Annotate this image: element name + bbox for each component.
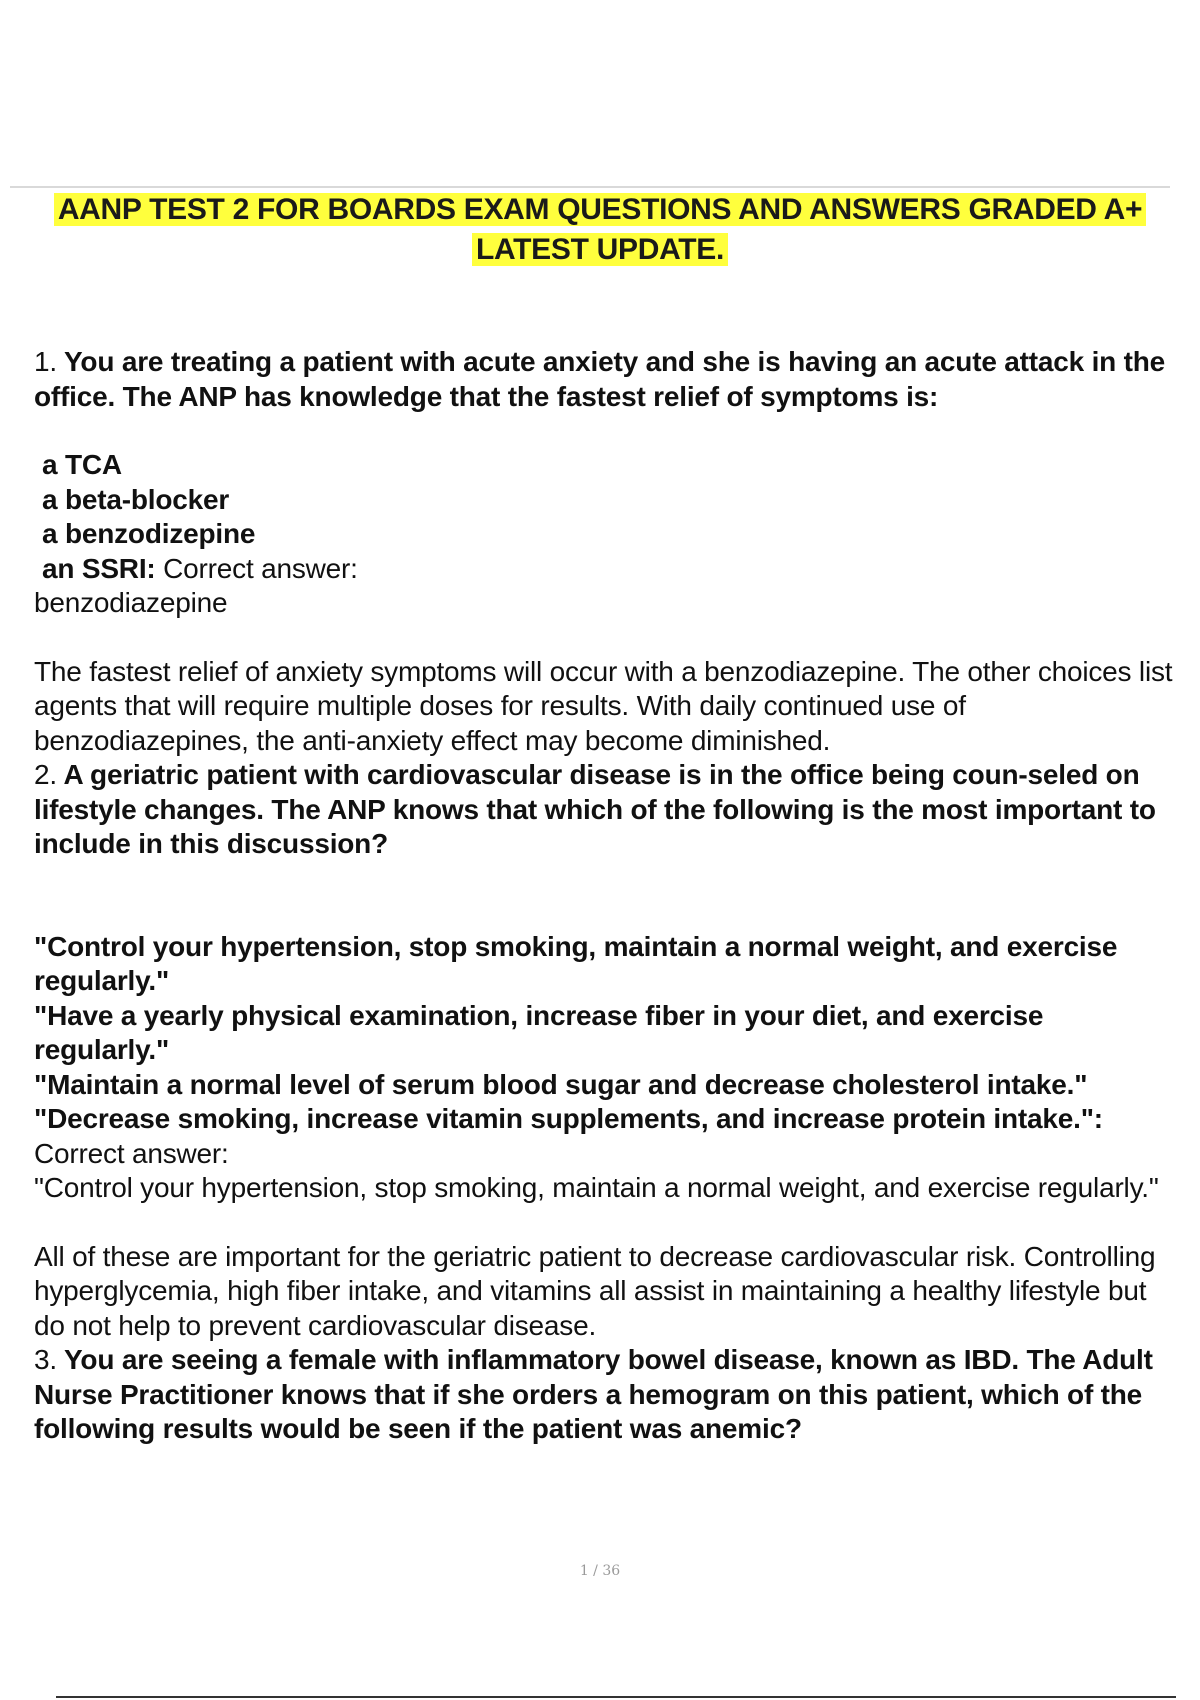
title-line-2: LATEST UPDATE. (472, 233, 728, 266)
question-2 (34, 758, 1174, 862)
question-1-text: You are treating a patient with acute anxiety and she is having an acute attack in the office. The ANP has knowledge that the fastest relief of symptoms is: (34, 346, 1166, 412)
question-1-option-d-text: an SSRI: (42, 552, 156, 584)
question-2-number: 2. (34, 759, 57, 790)
question-2-answer: "Control your hypertension, stop smoking, maintain a normal weight, and exercise regularly." (34, 1172, 1159, 1203)
question-2-answer-label: Correct answer: (34, 1137, 229, 1169)
question-2-option-a: "Control your hypertension, stop smoking, maintain a normal weight, and exercise regularly." (34, 930, 1118, 996)
question-2-option-c: "Maintain a normal level of serum blood sugar and decrease cholesterol intake." (34, 1068, 1088, 1100)
question-1 (34, 345, 1174, 414)
question-3-text: You are seeing a female with inflammatory bowel disease, known as IBD. The Adult Nurse Practitioner knows that if she orders a hemogram on this patient, which of the following results would be seen if the patient was anemic? (34, 1344, 1153, 1444)
document-body (34, 345, 1174, 1447)
title-line-1: AANP TEST 2 FOR BOARDS EXAM QUESTIONS AND ANSWERS GRADED A+ (54, 193, 1146, 226)
question-1-option-a: a TCA (42, 449, 122, 480)
question-3-number: 3. (34, 1344, 57, 1375)
question-1-number: 1. (34, 346, 57, 377)
page-indicator: 1 / 36 (579, 1563, 621, 1579)
question-2-text: A geriatric patient with cardiovascular disease is in the office being coun-seled on lifestyle changes. The ANP knows that which of the following is the most important to include in this discussion? (34, 759, 1156, 859)
header-divider (10, 186, 1170, 188)
footer-divider (56, 1696, 1176, 1698)
question-2-option-d-text: "Decrease smoking, increase vitamin supplements, and increase protein intake.": (34, 1103, 1103, 1134)
question-1-option-d (34, 552, 1174, 587)
question-2-rationale: All of these are important for the geriatric patient to decrease cardiovascular risk. Controlling hyperglycemia, high fiber intake, and vitamins all assist in maintaining a healthy lifestyle but do not help to prevent cardiovascular disease. (34, 1240, 1156, 1341)
question-3 (34, 1343, 1174, 1447)
question-1-rationale: The fastest relief of anxiety symptoms will occur with a benzodiazepine. The other choices list agents that will require multiple doses for results. With daily continued use of benzodiazepines, the anti-anxiety effect may become diminished. (34, 655, 1173, 756)
question-2-option-b: "Have a yearly physical examination, increase fiber in your diet, and exercise regularly." (34, 999, 1044, 1065)
question-1-answer-label: Correct answer: (163, 552, 358, 584)
question-2-option-d (34, 1102, 1174, 1171)
document-title (0, 190, 1200, 270)
question-1-option-b: a beta-blocker (42, 483, 230, 515)
question-1-answer: benzodiazepine (34, 587, 228, 618)
question-1-option-c: a benzodizepine (42, 518, 256, 549)
